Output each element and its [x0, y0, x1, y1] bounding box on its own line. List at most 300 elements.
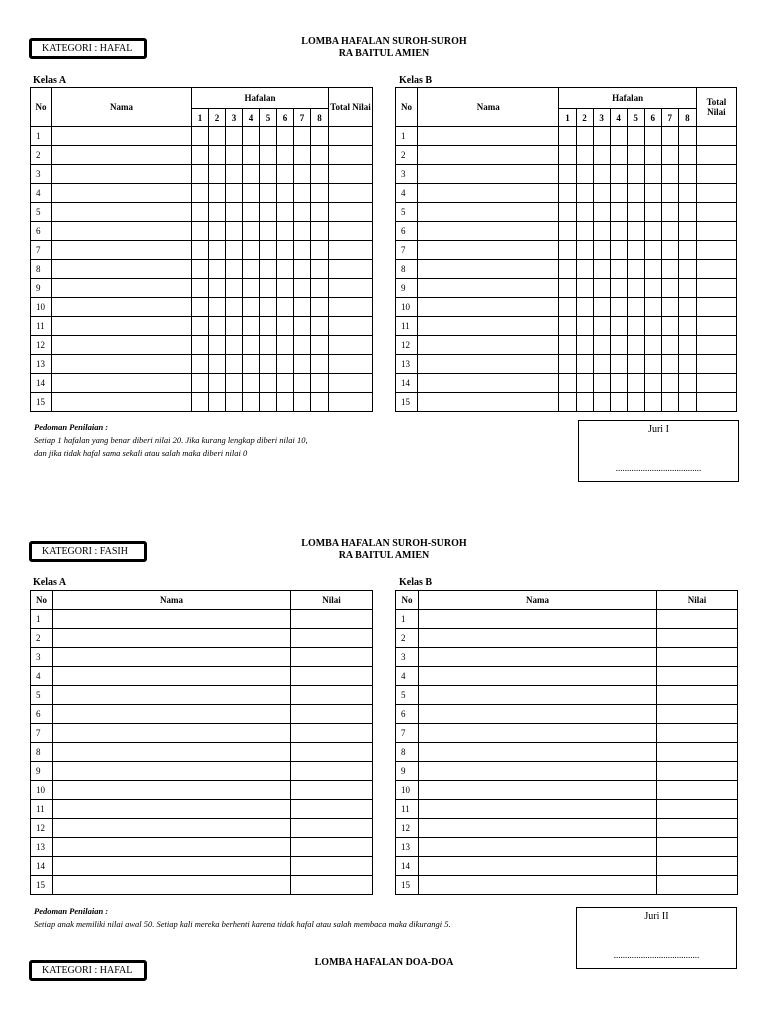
empty-cell [661, 393, 678, 412]
header-hafalan-col: 5 [260, 109, 277, 127]
row-number: 6 [396, 705, 419, 724]
empty-cell [53, 838, 291, 857]
header-no: No [396, 88, 418, 127]
empty-cell [696, 146, 736, 165]
table-row [31, 203, 373, 222]
empty-cell [657, 724, 738, 743]
empty-cell [559, 374, 576, 393]
empty-cell [192, 374, 209, 393]
header-hafalan-col: 8 [311, 109, 329, 127]
empty-cell [610, 374, 627, 393]
row-number: 10 [31, 298, 52, 317]
empty-cell [329, 374, 373, 393]
empty-cell [696, 393, 736, 412]
empty-cell [627, 317, 644, 336]
empty-cell [291, 819, 373, 838]
empty-cell [644, 203, 661, 222]
empty-cell [644, 279, 661, 298]
empty-cell [418, 203, 559, 222]
class-a-label: Kelas A [33, 577, 67, 588]
empty-cell [696, 184, 736, 203]
table-row [396, 355, 737, 374]
empty-cell [559, 317, 576, 336]
empty-cell [696, 279, 736, 298]
empty-cell [559, 260, 576, 279]
row-number: 6 [31, 705, 53, 724]
row-number: 3 [31, 165, 52, 184]
table-row [31, 336, 373, 355]
empty-cell [209, 393, 226, 412]
table-row [31, 127, 373, 146]
empty-cell [209, 184, 226, 203]
empty-cell [418, 222, 559, 241]
table-row [396, 838, 738, 857]
table-row [396, 260, 737, 279]
table-row [396, 762, 738, 781]
row-number: 14 [31, 374, 52, 393]
header-hafalan-col: 3 [593, 109, 610, 127]
empty-cell [192, 298, 209, 317]
empty-cell [678, 241, 696, 260]
empty-cell [678, 260, 696, 279]
header-hafalan-col: 6 [277, 109, 294, 127]
signature-line: ...................................... [615, 463, 702, 473]
empty-cell [418, 184, 559, 203]
empty-cell [226, 203, 243, 222]
header-no: No [396, 591, 419, 610]
empty-cell [192, 184, 209, 203]
empty-cell [419, 800, 657, 819]
empty-cell [419, 743, 657, 762]
table-row [396, 298, 737, 317]
table-row [31, 838, 373, 857]
empty-cell [226, 260, 243, 279]
empty-cell [209, 317, 226, 336]
empty-cell [593, 279, 610, 298]
empty-cell [311, 241, 329, 260]
empty-cell [661, 203, 678, 222]
empty-cell [329, 260, 373, 279]
empty-cell [657, 743, 738, 762]
empty-cell [610, 146, 627, 165]
empty-cell [192, 355, 209, 374]
empty-cell [209, 298, 226, 317]
empty-cell [661, 298, 678, 317]
table-row [31, 393, 373, 412]
empty-cell [576, 222, 593, 241]
empty-cell [644, 393, 661, 412]
empty-cell [291, 724, 373, 743]
row-number: 10 [396, 298, 418, 317]
empty-cell [226, 393, 243, 412]
header-hafalan: Hafalan [559, 88, 696, 109]
title-line1: LOMBA HAFALAN DOA-DOA [314, 957, 454, 968]
table-row [31, 705, 373, 724]
empty-cell [576, 336, 593, 355]
row-number: 14 [396, 374, 418, 393]
table-row [31, 686, 373, 705]
empty-cell [644, 127, 661, 146]
empty-cell [52, 298, 192, 317]
empty-cell [294, 222, 311, 241]
empty-cell [576, 317, 593, 336]
table-row [31, 762, 373, 781]
header-total: Total Nilai [329, 88, 373, 127]
empty-cell [696, 298, 736, 317]
title-line1: LOMBA HAFALAN SUROH-SUROH [301, 36, 467, 47]
empty-cell [277, 241, 294, 260]
empty-cell [419, 838, 657, 857]
empty-cell [243, 165, 260, 184]
table-row [396, 127, 737, 146]
empty-cell [294, 184, 311, 203]
row-number: 2 [396, 146, 418, 165]
empty-cell [419, 667, 657, 686]
empty-cell [593, 127, 610, 146]
empty-cell [678, 279, 696, 298]
empty-cell [678, 146, 696, 165]
empty-cell [52, 374, 192, 393]
empty-cell [661, 184, 678, 203]
empty-cell [661, 146, 678, 165]
empty-cell [311, 374, 329, 393]
empty-cell [661, 374, 678, 393]
table-row [396, 819, 738, 838]
empty-cell [661, 336, 678, 355]
empty-cell [277, 317, 294, 336]
empty-cell [260, 393, 277, 412]
empty-cell [329, 317, 373, 336]
empty-cell [192, 260, 209, 279]
empty-cell [418, 260, 559, 279]
empty-cell [593, 222, 610, 241]
row-number: 15 [31, 876, 53, 895]
empty-cell [559, 393, 576, 412]
empty-cell [329, 146, 373, 165]
empty-cell [294, 298, 311, 317]
empty-cell [291, 762, 373, 781]
empty-cell [678, 336, 696, 355]
empty-cell [52, 393, 192, 412]
empty-cell [243, 146, 260, 165]
empty-cell [243, 355, 260, 374]
empty-cell [329, 165, 373, 184]
empty-cell [209, 355, 226, 374]
header-row [31, 591, 373, 610]
empty-cell [644, 298, 661, 317]
empty-cell [576, 374, 593, 393]
empty-cell [610, 355, 627, 374]
row-number: 11 [31, 317, 52, 336]
empty-cell [329, 222, 373, 241]
header-hafalan-col: 7 [294, 109, 311, 127]
empty-cell [593, 146, 610, 165]
empty-cell [291, 781, 373, 800]
title-line1: LOMBA HAFALAN SUROH-SUROH [301, 538, 467, 549]
empty-cell [53, 705, 291, 724]
table-row [396, 724, 738, 743]
empty-cell [610, 241, 627, 260]
table-row [31, 876, 373, 895]
empty-cell [52, 127, 192, 146]
empty-cell [559, 127, 576, 146]
empty-cell [559, 241, 576, 260]
empty-cell [696, 203, 736, 222]
empty-cell [53, 876, 291, 895]
empty-cell [226, 222, 243, 241]
table-row [31, 629, 373, 648]
category-label: KATEGORI : FASIH [42, 546, 128, 557]
empty-cell [418, 127, 559, 146]
empty-cell [696, 241, 736, 260]
empty-cell [192, 146, 209, 165]
empty-cell [192, 241, 209, 260]
empty-cell [657, 686, 738, 705]
empty-cell [644, 222, 661, 241]
empty-cell [294, 146, 311, 165]
empty-cell [418, 317, 559, 336]
empty-cell [644, 336, 661, 355]
table-row [396, 393, 737, 412]
empty-cell [610, 279, 627, 298]
empty-cell [657, 838, 738, 857]
empty-cell [661, 222, 678, 241]
empty-cell [657, 781, 738, 800]
table-row [31, 279, 373, 298]
empty-cell [678, 317, 696, 336]
empty-cell [593, 203, 610, 222]
empty-cell [52, 336, 192, 355]
empty-cell [291, 648, 373, 667]
empty-cell [696, 336, 736, 355]
empty-cell [657, 800, 738, 819]
header-no: No [31, 591, 53, 610]
empty-cell [576, 279, 593, 298]
empty-cell [260, 355, 277, 374]
empty-cell [644, 260, 661, 279]
empty-cell [53, 743, 291, 762]
empty-cell [311, 184, 329, 203]
empty-cell [53, 724, 291, 743]
empty-cell [226, 317, 243, 336]
empty-cell [209, 127, 226, 146]
empty-cell [209, 336, 226, 355]
score-table-hafal-class-a [30, 87, 373, 412]
empty-cell [294, 241, 311, 260]
title-line2: RA BAITUL AMIEN [338, 48, 430, 59]
empty-cell [418, 279, 559, 298]
empty-cell [696, 260, 736, 279]
empty-cell [627, 336, 644, 355]
empty-cell [243, 393, 260, 412]
empty-cell [644, 165, 661, 184]
row-number: 1 [31, 610, 53, 629]
row-number: 4 [31, 667, 53, 686]
empty-cell [329, 279, 373, 298]
empty-cell [696, 355, 736, 374]
table-row [31, 819, 373, 838]
row-number: 9 [396, 762, 419, 781]
judge-signature-box [578, 420, 739, 482]
table-row [31, 165, 373, 184]
empty-cell [419, 781, 657, 800]
row-number: 7 [31, 724, 53, 743]
empty-cell [419, 876, 657, 895]
empty-cell [294, 127, 311, 146]
empty-cell [311, 355, 329, 374]
empty-cell [260, 374, 277, 393]
empty-cell [277, 146, 294, 165]
empty-cell [243, 279, 260, 298]
empty-cell [419, 724, 657, 743]
empty-cell [294, 279, 311, 298]
empty-cell [311, 127, 329, 146]
class-a-label: Kelas A [33, 75, 67, 86]
header-hafalan-col: 2 [576, 109, 593, 127]
table-row [31, 667, 373, 686]
table-row [396, 667, 738, 686]
header-row [396, 88, 737, 109]
empty-cell [657, 667, 738, 686]
row-number: 4 [396, 667, 419, 686]
empty-cell [243, 336, 260, 355]
header-total: Total Nilai [696, 88, 736, 127]
empty-cell [277, 374, 294, 393]
empty-cell [593, 317, 610, 336]
empty-cell [559, 355, 576, 374]
empty-cell [627, 374, 644, 393]
row-number: 8 [396, 743, 419, 762]
header-name: Nama [52, 88, 192, 127]
table-row [31, 355, 373, 374]
score-table-fasih-class-a [30, 590, 373, 895]
row-number: 13 [31, 355, 52, 374]
table-row [396, 317, 737, 336]
empty-cell [311, 203, 329, 222]
table-row [31, 743, 373, 762]
guide-line: Setiap 1 hafalan yang benar diberi nilai 20. Jika kurang lengkap diberi nilai 10, [34, 435, 308, 445]
empty-cell [291, 610, 373, 629]
empty-cell [277, 355, 294, 374]
empty-cell [291, 876, 373, 895]
guide-line: Setiap anak memiliki nilai awal 50. Setiap kali mereka berhenti karena tidak hafal atau salah membaca maka dikurangi 5. [34, 919, 451, 929]
row-number: 12 [31, 819, 53, 838]
row-number: 7 [396, 241, 418, 260]
table-row [396, 184, 737, 203]
category-label: KATEGORI : HAFAL [42, 43, 133, 54]
empty-cell [311, 317, 329, 336]
table-row [31, 317, 373, 336]
row-number: 5 [396, 203, 418, 222]
empty-cell [277, 336, 294, 355]
empty-cell [192, 279, 209, 298]
empty-cell [260, 184, 277, 203]
empty-cell [52, 355, 192, 374]
empty-cell [260, 298, 277, 317]
row-number: 3 [396, 165, 418, 184]
table-row [396, 165, 737, 184]
empty-cell [627, 393, 644, 412]
empty-cell [226, 127, 243, 146]
empty-cell [311, 146, 329, 165]
empty-cell [661, 241, 678, 260]
empty-cell [329, 203, 373, 222]
empty-cell [53, 781, 291, 800]
empty-cell [291, 743, 373, 762]
row-number: 7 [396, 724, 419, 743]
header-name: Nama [418, 88, 559, 127]
header-hafalan-col: 1 [192, 109, 209, 127]
table-row [396, 336, 737, 355]
judge-label: Juri I [648, 424, 669, 435]
empty-cell [52, 146, 192, 165]
empty-cell [209, 222, 226, 241]
empty-cell [576, 146, 593, 165]
empty-cell [559, 165, 576, 184]
empty-cell [192, 127, 209, 146]
empty-cell [419, 610, 657, 629]
empty-cell [294, 393, 311, 412]
empty-cell [243, 374, 260, 393]
table-row [31, 146, 373, 165]
empty-cell [209, 241, 226, 260]
empty-cell [226, 241, 243, 260]
table-row [396, 876, 738, 895]
row-number: 1 [396, 127, 418, 146]
empty-cell [53, 800, 291, 819]
empty-cell [260, 336, 277, 355]
empty-cell [627, 146, 644, 165]
empty-cell [311, 393, 329, 412]
empty-cell [291, 800, 373, 819]
empty-cell [291, 629, 373, 648]
empty-cell [657, 819, 738, 838]
empty-cell [294, 203, 311, 222]
page-title [234, 36, 534, 60]
empty-cell [696, 374, 736, 393]
table-row [31, 648, 373, 667]
page-title [234, 538, 534, 562]
empty-cell [209, 203, 226, 222]
empty-cell [329, 298, 373, 317]
empty-cell [610, 127, 627, 146]
header-row [396, 591, 738, 610]
empty-cell [418, 165, 559, 184]
empty-cell [419, 648, 657, 667]
row-number: 1 [31, 127, 52, 146]
empty-cell [260, 146, 277, 165]
empty-cell [418, 241, 559, 260]
category-box-hafal [29, 38, 147, 59]
row-number: 4 [396, 184, 418, 203]
empty-cell [260, 222, 277, 241]
row-number: 1 [396, 610, 419, 629]
empty-cell [294, 260, 311, 279]
empty-cell [418, 393, 559, 412]
empty-cell [678, 374, 696, 393]
header-hafalan-col: 7 [661, 109, 678, 127]
scoring-guide [34, 421, 308, 460]
empty-cell [192, 165, 209, 184]
guide-title: Pedoman Penilaian : [34, 906, 109, 916]
empty-cell [593, 336, 610, 355]
empty-cell [53, 686, 291, 705]
class-b-label: Kelas B [399, 577, 433, 588]
row-number: 3 [31, 648, 53, 667]
empty-cell [678, 393, 696, 412]
empty-cell [260, 279, 277, 298]
empty-cell [418, 298, 559, 317]
